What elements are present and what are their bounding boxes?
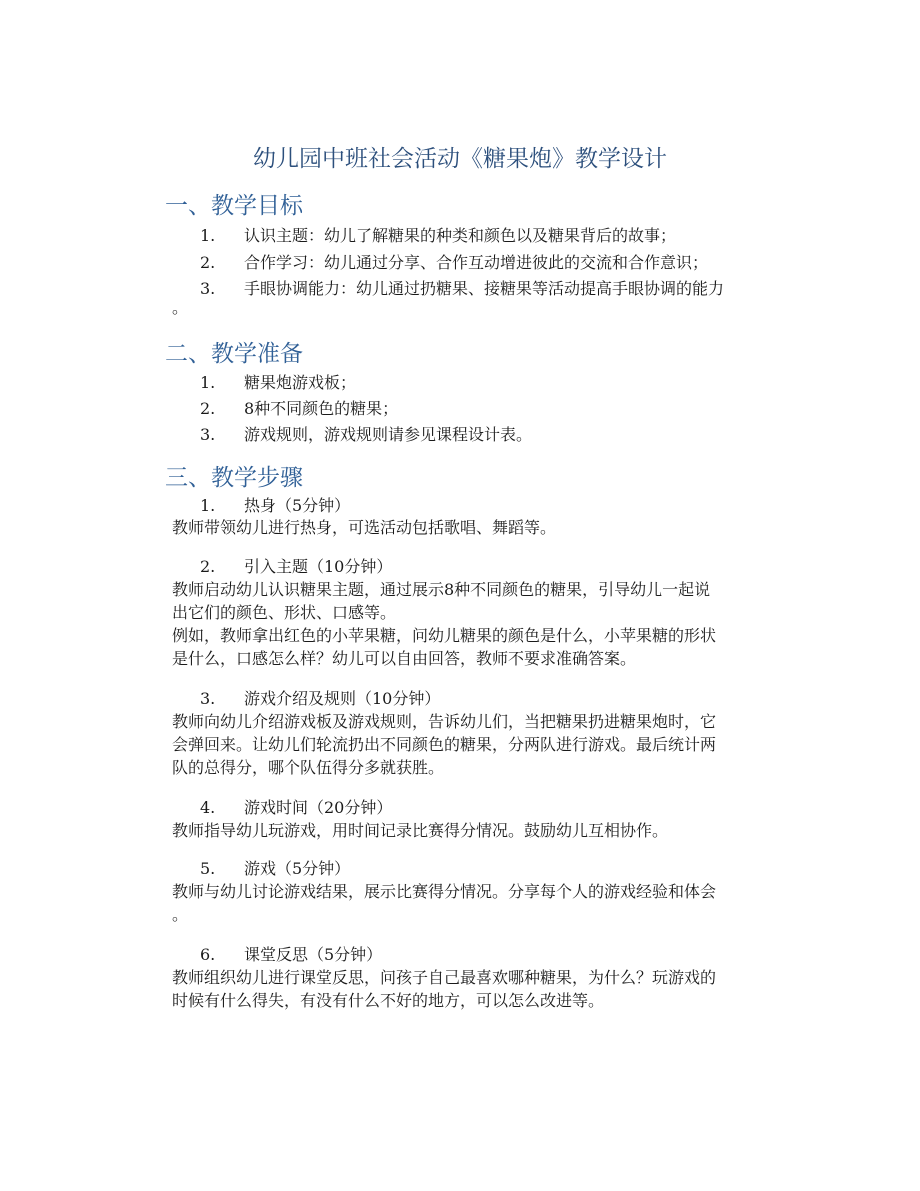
document-title: 幼儿园中班社会活动《糖果炮》教学设计 [253, 146, 667, 172]
list-number: 3. [200, 425, 216, 444]
step-paragraph [172, 710, 788, 779]
step-number: 6. [200, 945, 216, 964]
step-title: 游戏介绍及规则（10分钟） [244, 689, 441, 708]
step-heading [200, 494, 350, 518]
step-heading [200, 555, 392, 579]
step-paragraph [172, 966, 788, 1012]
paragraph-line: 是什么，口感怎么样？幼儿可以自由回答，教师不要求准确答案。 [172, 649, 637, 668]
list-text: 合作学习：幼儿通过分享、合作互动增进彼此的交流和合作意识； [244, 253, 709, 272]
list-number: 3. [200, 279, 216, 298]
list-number: 2. [200, 253, 216, 272]
paragraph-line: 例如，教师拿出红色的小苹果糖，问幼儿糖果的颜色是什么，小苹果糖的形状 [172, 626, 717, 645]
paragraph-line: 教师指导幼儿玩游戏，用时间记录比赛得分情况。鼓励幼儿互相协作。 [172, 821, 669, 840]
list-text: 游戏规则，游戏规则请参见课程设计表。 [244, 425, 533, 444]
list-item [200, 251, 708, 275]
list-number: 1. [200, 373, 216, 392]
step-number: 4. [200, 798, 216, 817]
paragraph-line: 教师带领幼儿进行热身，可选活动包括歌唱、舞蹈等。 [172, 518, 557, 537]
list-item [200, 277, 724, 301]
paragraph-line: 教师与幼儿讨论游戏结果，展示比赛得分情况。分享每个人的游戏经验和体会 [172, 882, 717, 901]
step-title: 热身（5分钟） [244, 496, 351, 515]
step-paragraph [172, 819, 788, 842]
step-title: 引入主题（10分钟） [244, 557, 393, 576]
step-number: 3. [200, 689, 216, 708]
step-title: 课堂反思（5分钟） [244, 945, 383, 964]
section-heading-objectives: 一、教学目标 [165, 193, 303, 219]
list-number: 2. [200, 399, 216, 418]
paragraph-line: 。 [172, 905, 189, 924]
list-item [200, 423, 532, 447]
list-text: 8种不同颜色的糖果； [244, 399, 399, 418]
section-heading-steps: 三、教学步骤 [165, 465, 303, 491]
step-number: 5. [200, 859, 216, 878]
list-item [200, 397, 398, 421]
list-text: 糖果炮游戏板； [244, 373, 357, 392]
paragraph-line: 教师组织幼儿进行课堂反思，问孩子自己最喜欢哪种糖果，为什么？玩游戏的 [172, 968, 717, 987]
paragraph-line: 队的总得分，哪个队伍得分多就获胜。 [172, 758, 445, 777]
list-text: 认识主题：幼儿了解糖果的种类和颜色以及糖果背后的故事； [244, 226, 677, 245]
step-paragraph [172, 880, 788, 926]
paragraph-line: 时候有什么得失，有没有什么不好的地方，可以怎么改进等。 [172, 991, 605, 1010]
paragraph-line: 教师向幼儿介绍游戏板及游戏规则，告诉幼儿们，当把糖果扔进糖果炮时，它 [172, 712, 717, 731]
list-text: 手眼协调能力：幼儿通过扔糖果、接糖果等活动提高手眼协调的能力 [244, 279, 725, 298]
list-item [200, 224, 676, 248]
list-text-continuation: 。 [172, 298, 189, 317]
list-number: 1. [200, 226, 216, 245]
step-paragraph [172, 578, 788, 670]
step-title: 游戏（5分钟） [244, 859, 351, 878]
step-heading [200, 857, 350, 881]
paragraph-line: 出它们的颜色、形状、口感等。 [172, 603, 397, 622]
list-item [200, 371, 356, 395]
step-paragraph [172, 516, 788, 539]
section-heading-preparation: 二、教学准备 [165, 341, 303, 367]
step-number: 1. [200, 496, 216, 515]
step-heading [200, 687, 440, 711]
step-title: 游戏时间（20分钟） [244, 798, 393, 817]
paragraph-line: 会弹回来。让幼儿们轮流扔出不同颜色的糖果，分两队进行游戏。最后统计两 [172, 735, 717, 754]
step-heading [200, 796, 392, 820]
paragraph-line: 教师启动幼儿认识糖果主题，通过展示8种不同颜色的糖果，引导幼儿一起说 [172, 580, 711, 599]
step-heading [200, 943, 382, 967]
step-number: 2. [200, 557, 216, 576]
